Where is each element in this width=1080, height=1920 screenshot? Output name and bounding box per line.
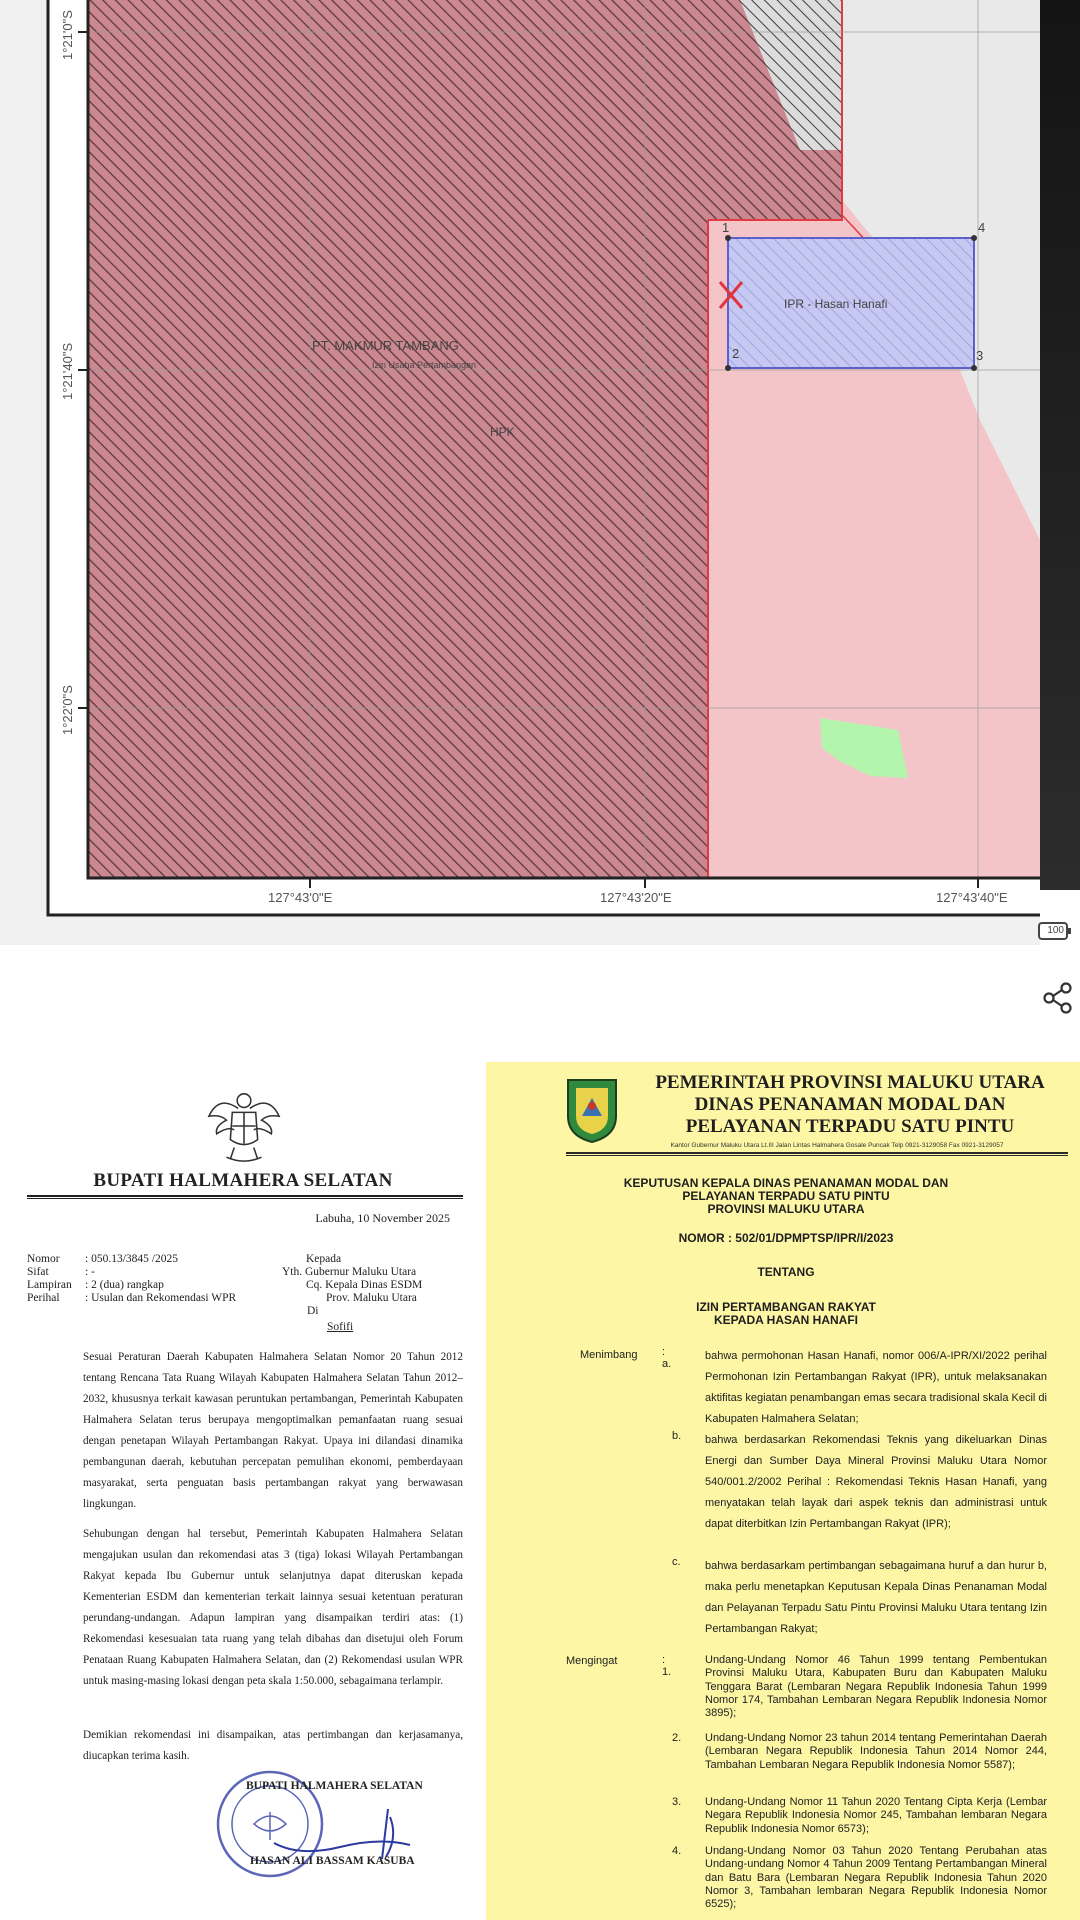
corner-label-3: 3 xyxy=(976,348,984,363)
decree-subject-line: IZIN PERTAMBANGAN RAKYAT xyxy=(696,1300,876,1314)
clause-marker: 3. xyxy=(672,1796,682,1808)
clause-marker: c. xyxy=(672,1556,681,1568)
coord-left-2: 1°21'40"S xyxy=(60,342,75,400)
clause-text: Undang-Undang Nomor 11 Tahun 2020 Tentang Cipta Kerja (Lembar Negara Republik Indonesia Nomor 245, Tambahan lembaran Negara Republik Indonesia Nomor 6573); xyxy=(705,1796,1047,1835)
clause-marker: 2. xyxy=(672,1732,682,1744)
signatory-name: HASAN ALI BASSAM KASUBA xyxy=(250,1855,415,1867)
clause-marker: 4. xyxy=(672,1845,682,1857)
kop-line-1: PEMERINTAH PROVINSI MALUKU UTARA xyxy=(655,1072,1045,1093)
company-label: PT. MAKMUR TAMBANG xyxy=(312,338,459,353)
coord-left-1: 1°21'0"S xyxy=(60,10,75,60)
meta-value: : Usulan dan Rekomendasi WPR xyxy=(85,1292,237,1304)
menimbang-label: Menimbang xyxy=(580,1349,638,1361)
kop-line-2: DINAS PENANAMAN MODAL DAN xyxy=(694,1094,1006,1115)
letter-date: Labuha, 10 November 2025 xyxy=(315,1211,450,1225)
coord-bottom-2: 127°43'20"E xyxy=(600,890,672,905)
clause-text: Undang-Undang Nomor 23 tahun 2014 tentang Pemerintahan Daerah (Lembaran Negara Republik Indonesia Tahun 2014 Nomor 244, Tambahan Lembaran Negara Republik Indonesia Nomor 5587); xyxy=(705,1732,1047,1771)
decree-title-line: KEPUTUSAN KEPALA DINAS PENANAMAN MODAL DAN xyxy=(623,1176,949,1190)
decree-subject-line: KEPADA HASAN HANAFI xyxy=(714,1313,858,1327)
coord-left-3: 1°22'0"S xyxy=(60,685,75,735)
addressee-prov: Prov. Maluku Utara xyxy=(326,1292,417,1304)
decree-tentang: TENTANG xyxy=(757,1265,815,1279)
signature-title: BUPATI HALMAHERA SELATAN xyxy=(246,1780,423,1792)
provincial-crest-icon xyxy=(562,1076,622,1144)
addressee-city: Sofifi xyxy=(327,1321,354,1333)
addressee xyxy=(282,1253,422,1305)
decree-title-line: PELAYANAN TERPADU SATU PINTU xyxy=(682,1189,890,1203)
share-icon[interactable] xyxy=(1040,980,1076,1016)
meta-key: Perihal xyxy=(27,1292,60,1304)
zone-label: HPK xyxy=(490,425,515,439)
meta-value: : 2 (dua) rangkap xyxy=(85,1279,164,1291)
ipr-label: IPR - Hasan Hanafi xyxy=(784,297,888,311)
clause-marker: : 1. xyxy=(662,1654,672,1678)
letter-paragraph-1: Sesuai Peraturan Daerah Kabupaten Halmahera Selatan Nomor 20 Tahun 2012 tentang Rencana Tata Ruang Wilayah Kabupaten Halmahera Selatan Tahun 2012–2032, khususnya terkait kawasan peruntukan pertambangan, Pemerintah Kabupaten Halmahera Selatan terus berupaya mengoptimalkan pemanfaatan ruang sesuai dengan penetapan Wilayah Pertambangan Rakyat. Upaya ini dilandasi dinamika pembangunan daerah, kebutuhan percepatan pemulihan ekonomi, pemberdayaan masyarakat, serta penguatan basis pertambangan rakyat yang berwawasan lingkungan. xyxy=(83,1351,463,1510)
addressee-cq: Cq. Kepala Dinas ESDM xyxy=(306,1279,423,1291)
meta-key: Sifat xyxy=(27,1266,49,1278)
decree-title-line: PROVINSI MALUKU UTARA xyxy=(707,1202,865,1216)
map-figure xyxy=(0,0,1040,945)
corner-label-4: 4 xyxy=(978,220,986,235)
kop-rule xyxy=(566,1152,1068,1156)
company-sublabel: Izin Usaha Pertambangan xyxy=(372,360,477,370)
battery-icon: 100 xyxy=(1038,922,1068,940)
bupati-letter xyxy=(0,1062,486,1920)
coord-bottom-3: 127°43'40"E xyxy=(936,890,1008,905)
clause-text: Undang-Undang Nomor 46 Tahun 1999 tentang Pembentukan Provinsi Maluku Utara, Kabupaten Buru dan Kabupaten Maluku Tenggara Barat (Lembaran Negara Republik Indonesia Tahun 1999 Nomor 174, Tambahan Lembaran Negara Republik Indonesia Nomor 3895); xyxy=(705,1654,1047,1720)
addressee-yth: Yth. Gubernur Maluku Utara xyxy=(282,1266,417,1278)
screen-edge xyxy=(1040,0,1080,890)
decree-subject xyxy=(556,1301,1016,1327)
clause-text: Undang-Undang Nomor 03 Tahun 2020 Tentang Perubahan atas Undang-undang Nomor 4 Tahun 2009 Tentang Pertambangan Mineral dan Batu Bara (Lembaran Negara Republik Indonesia Tahun 2020 Nomor 3, Tambahan lembaran Negara Republik Indonesia Nomor 6525); xyxy=(705,1845,1047,1911)
decree-title xyxy=(556,1177,1016,1216)
meta-value: : - xyxy=(85,1266,95,1278)
clause-text: bahwa berdasarkam pertimbangan sebagaimana huruf a dan hurur b, maka perlu menetapkan Keputusan Kepala Dinas Penanaman Modal dan Pelayanan Terpadu Satu Pintu Provinsi Maluku Utara tentang Izin Pertambangan Rakyat; xyxy=(705,1560,1047,1635)
letter-head-rule xyxy=(27,1195,463,1199)
clause-marker: : a. xyxy=(662,1346,672,1370)
dpmptsp-decree xyxy=(486,1062,1080,1920)
garuda-emblem-icon xyxy=(205,1087,283,1165)
coord-bottom-1: 127°43'0"E xyxy=(268,890,333,905)
meta-value: : 050.13/3845 /2025 xyxy=(85,1253,178,1265)
kop-line-3: PELAYANAN TERPADU SATU PINTU xyxy=(685,1116,1015,1137)
kepada-label: Kepada xyxy=(306,1253,342,1265)
letter-paragraph-3: Demikian rekomendasi ini disampaikan, atas pertimbangan dan kerjasamanya, diucapkan terima kasih. xyxy=(83,1729,463,1762)
meta-key: Lampiran xyxy=(27,1279,72,1291)
decree-number: NOMOR : 502/01/DPMPTSP/IPR/I/2023 xyxy=(678,1231,894,1245)
clause-marker: b. xyxy=(672,1430,682,1442)
addressee-di: Di xyxy=(307,1305,319,1317)
mengingat-label: Mengingat xyxy=(566,1655,618,1667)
meta-key: Nomor xyxy=(27,1253,60,1265)
kop-address: Kantor Gubernur Maluku Utara Lt.III Jalan Lintas Halmahera Gosale Puncak Telp 0921-3129058 Fax 0921-3129057 xyxy=(670,1142,1004,1149)
letter-meta xyxy=(27,1253,236,1305)
letter-head: BUPATI HALMAHERA SELATAN xyxy=(93,1170,393,1191)
clause-text: bahwa berdasarkan Rekomendasi Teknis yang dikeluarkan Dinas Energi dan Sumber Daya Mineral Provinsi Maluku Utara Nomor 540/001.2/2002 Perihal : Rekomendasi Teknis Hasan Hanafi, yang menyatakan telah layak dari aspek teknis dan administrasi untuk dapat diterbitkan Izin Pertambangan Rakyat (IPR); xyxy=(705,1434,1047,1530)
clause-text: bahwa permohonan Hasan Hanafi, nomor 006/A-IPR/XI/2022 perihal Permohonan Izin Pertambangan Rakyat (IPR), untuk melaksanakan aktifitas kegiatan penambangan emas secara tradisional skala Kecil di Kabupaten Halmahera Selatan; xyxy=(705,1350,1047,1425)
corner-label-1: 1 xyxy=(722,220,730,235)
letter-paragraph-2: Sehubungan dengan hal tersebut, Pemerintah Kabupaten Halmahera Selatan mengajukan usulan dan rekomendasi atas 3 (tiga) lokasi Wilayah Pertambangan Rakyat kepada Ibu Gubernur untuk selanjutnya dapat diteruskan kepada Kementerian ESDM dan kementerian terkait lainnya sesuai ketentuan peraturan perundang-undangan. Adapun lampiran yang disampaikan terdiri atas: (1) Rekomendasi kesesuaian tata ruang yang telah dibahas dan disetujui oleh Forum Penataan Ruang Kabupaten Halmahera Selatan, dan (2) Rekomendasi usulan WPR untuk masing-masing lokasi dengan peta skala 1:50.000, sebagaimana terlampir. xyxy=(83,1528,463,1687)
corner-label-2: 2 xyxy=(732,346,740,361)
